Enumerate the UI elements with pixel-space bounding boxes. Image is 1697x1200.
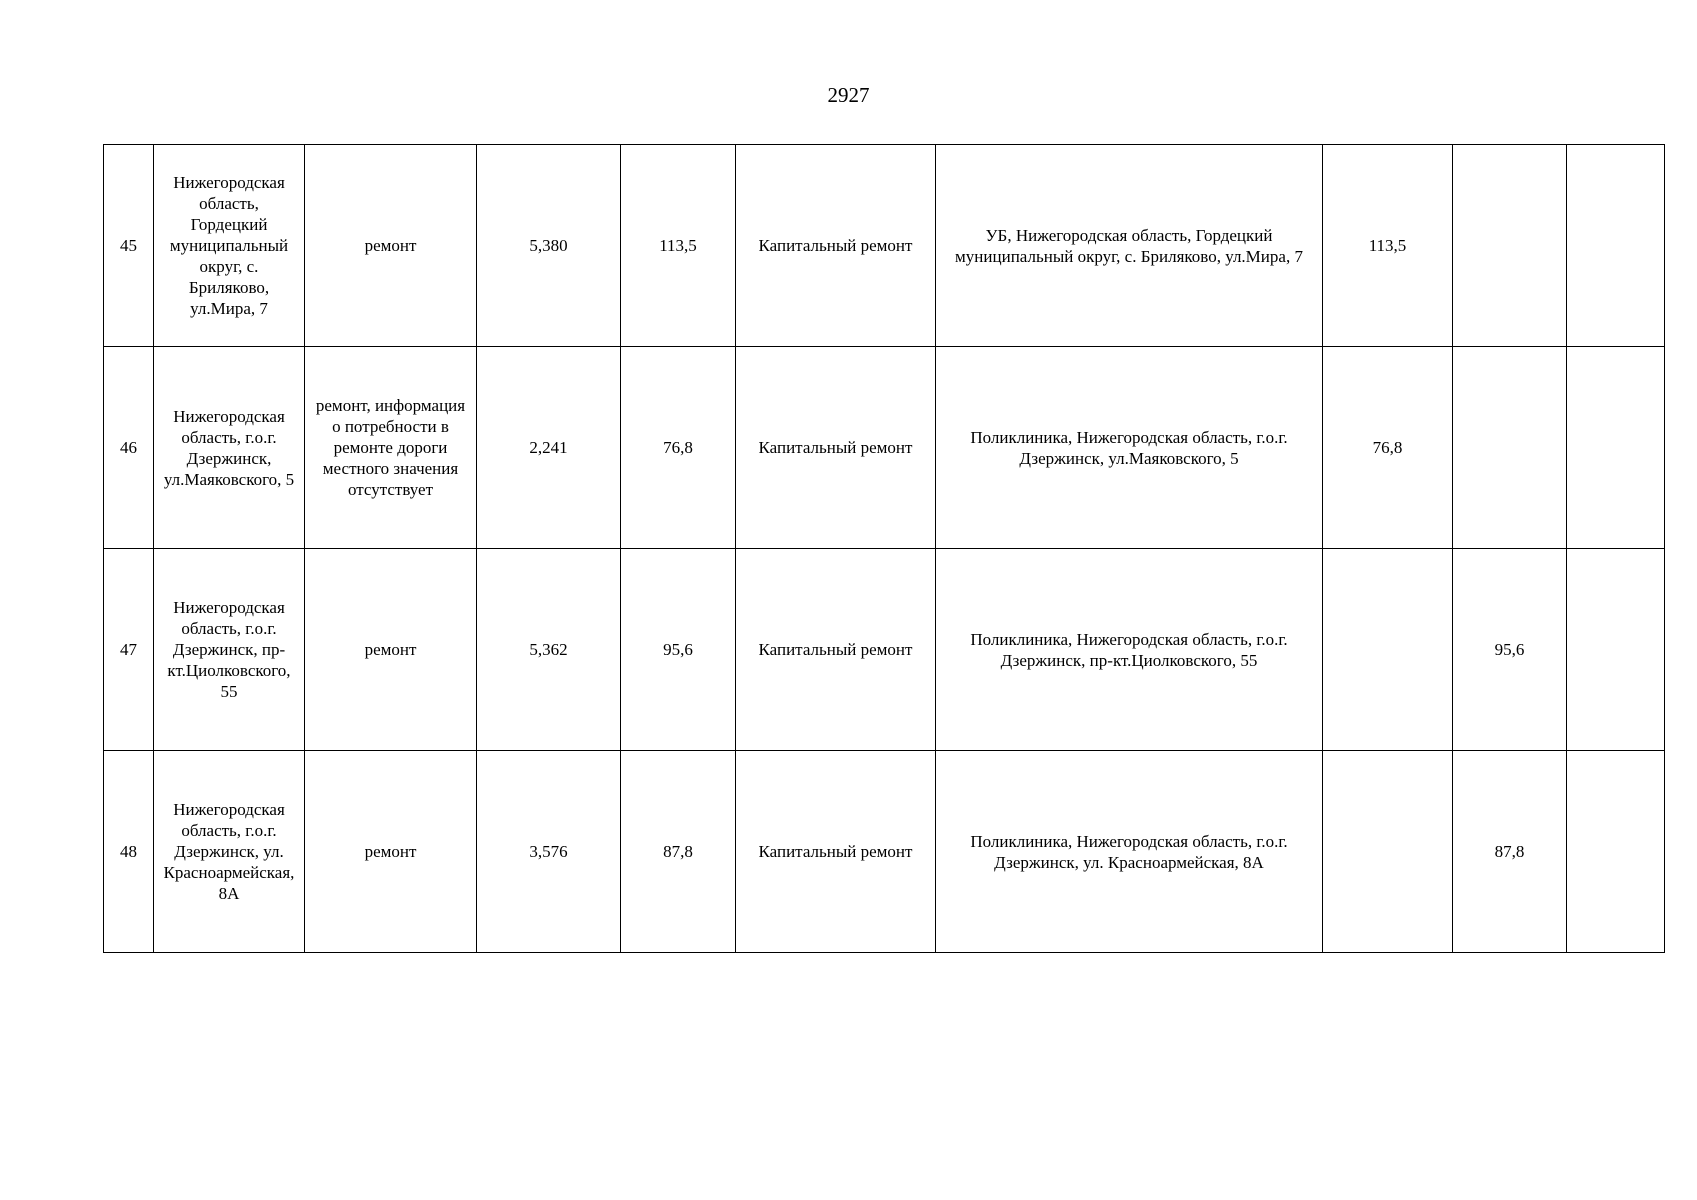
address-cell: Нижегородская область, г.о.г. Дзержинск, ул.Маяковского, 5	[154, 347, 305, 549]
address-cell: Нижегородская область, Гордецкий муниципальный округ, с. Бриляково, ул.Мира, 7	[154, 145, 305, 347]
work-type-cell: Капитальный ремонт	[736, 751, 936, 953]
col-10-cell	[1567, 751, 1665, 953]
row-number: 48	[104, 751, 154, 953]
value-2-cell: 87,8	[621, 751, 736, 953]
col-8-cell	[1323, 549, 1453, 751]
value-2-cell: 76,8	[621, 347, 736, 549]
work-type-cell: Капитальный ремонт	[736, 145, 936, 347]
facility-cell: Поликлиника, Нижегородская область, г.о.г. Дзержинск, пр-кт.Циолковского, 55	[936, 549, 1323, 751]
col-10-cell	[1567, 549, 1665, 751]
facility-cell: Поликлиника, Нижегородская область, г.о.г. Дзержинск, ул. Красноармейская, 8А	[936, 751, 1323, 953]
road-status-cell: ремонт	[305, 549, 477, 751]
road-status-cell: ремонт	[305, 145, 477, 347]
col-9-cell: 95,6	[1453, 549, 1567, 751]
address-cell: Нижегородская область, г.о.г. Дзержинск, ул. Красноармейская, 8А	[154, 751, 305, 953]
table-row	[104, 347, 1665, 549]
row-number: 46	[104, 347, 154, 549]
page-number: 2927	[827, 83, 870, 107]
col-8-cell	[1323, 751, 1453, 953]
facility-cell: УБ, Нижегородская область, Гордецкий муниципальный округ, с. Бриляково, ул.Мира, 7	[936, 145, 1323, 347]
table-row	[104, 145, 1665, 347]
data-table	[103, 144, 1665, 953]
road-status-cell: ремонт	[305, 751, 477, 953]
table-row	[104, 751, 1665, 953]
row-number: 45	[104, 145, 154, 347]
address-cell: Нижегородская область, г.о.г. Дзержинск, пр-кт.Циолковского, 55	[154, 549, 305, 751]
col-9-cell: 87,8	[1453, 751, 1567, 953]
work-type-cell: Капитальный ремонт	[736, 549, 936, 751]
value-2-cell: 113,5	[621, 145, 736, 347]
col-8-cell: 113,5	[1323, 145, 1453, 347]
row-number: 47	[104, 549, 154, 751]
value-1-cell: 2,241	[477, 347, 621, 549]
value-1-cell: 5,380	[477, 145, 621, 347]
value-2-cell: 95,6	[621, 549, 736, 751]
col-9-cell	[1453, 145, 1567, 347]
facility-cell: Поликлиника, Нижегородская область, г.о.г. Дзержинск, ул.Маяковского, 5	[936, 347, 1323, 549]
work-type-cell: Капитальный ремонт	[736, 347, 936, 549]
col-9-cell	[1453, 347, 1567, 549]
col-10-cell	[1567, 145, 1665, 347]
col-10-cell	[1567, 347, 1665, 549]
col-8-cell: 76,8	[1323, 347, 1453, 549]
table-row	[104, 549, 1665, 751]
value-1-cell: 3,576	[477, 751, 621, 953]
value-1-cell: 5,362	[477, 549, 621, 751]
road-status-cell: ремонт, информация о потребности в ремонте дороги местного значения отсутствует	[305, 347, 477, 549]
